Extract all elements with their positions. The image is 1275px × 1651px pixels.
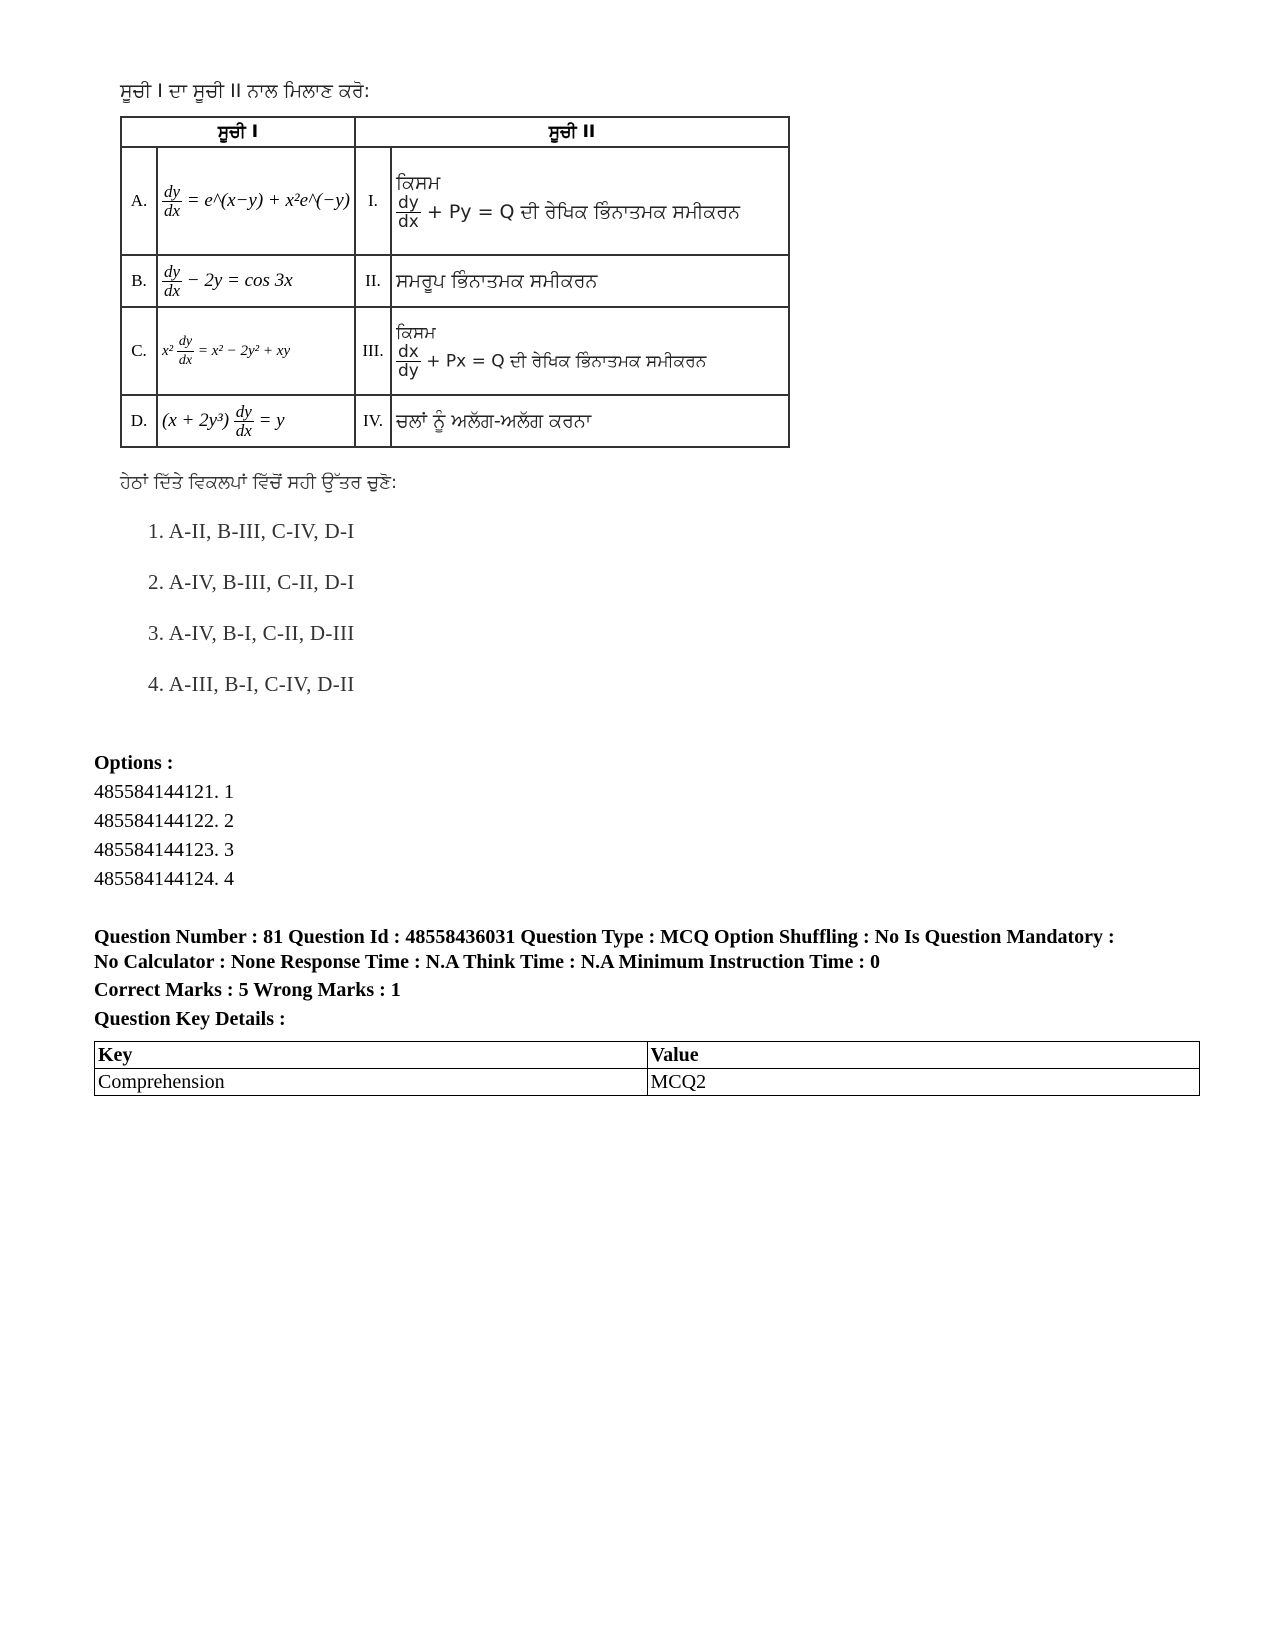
list-two-description: ਕਿਸਮ $\frac{dx}{dy}$ + Px = Q ਦੀ ਰੇਖਿਕ ਭਿੰਨਾਤਮਕ ਸਮੀਕਰਨ (391, 307, 789, 395)
list-one-header: ਸੂਚੀ I (121, 117, 355, 147)
match-row (121, 307, 789, 395)
list-one-equation: (x + 2y³) $\frac{dy}{dx}$ = y (157, 395, 355, 447)
fraction: $\frac{dy}{dx}$ (164, 261, 181, 300)
choose-instruction: ਹੇਠਾਂ ਦਿੱਤੇ ਵਿਕਲਪਾਂ ਵਿੱਚੋਂ ਸਹੀ ਉੱਤਰ ਚੁਣੋ: (120, 472, 398, 493)
question-meta (94, 925, 1204, 975)
answer-choice: 3. A-IV, B-I, C-II, D-III (148, 621, 355, 645)
answer-choice: 1. A-II, B-III, C-IV, D-I (148, 519, 355, 543)
marks-line: Correct Marks : 5 Wrong Marks : 1 (94, 979, 401, 1001)
option-item: 485584144124. 4 (94, 868, 234, 890)
key-cell: Comprehension (95, 1069, 648, 1096)
table-row (95, 1069, 1200, 1096)
list-one-equation: $\frac{dy}{dx}$ − 2y = cos 3x (157, 255, 355, 307)
list-two-description: ਸਮਰੂਪ ਭਿੰਨਾਤਮਕ ਸਮੀਕਰਨ (391, 255, 789, 307)
list-two-header: ਸੂਚੀ II (355, 117, 789, 147)
list-two-description: ਚਲਾਂ ਨੂੰ ਅਲੱਗ-ਅਲੱਗ ਕਰਨਾ (391, 395, 789, 447)
question-details (94, 752, 1204, 1096)
fraction: $\frac{dy}{dx}$ (397, 192, 419, 232)
match-row (121, 395, 789, 447)
row-number: III. (355, 307, 391, 395)
question-meta-line: No Calculator : None Response Time : N.A Think Time : N.A Minimum Instruction Time : 0 (94, 951, 880, 973)
row-number: II. (355, 255, 391, 307)
answer-choice: 4. A-III, B-I, C-IV, D-II (148, 672, 355, 696)
match-row (121, 255, 789, 307)
answer-choice: 2. A-IV, B-III, C-II, D-I (148, 570, 355, 594)
option-item: 485584144123. 3 (94, 839, 234, 861)
key-details-table (94, 1041, 1200, 1096)
row-label: A. (121, 147, 157, 255)
column-header-value: Value (647, 1042, 1200, 1069)
match-table (120, 116, 790, 448)
value-cell: MCQ2 (647, 1069, 1200, 1096)
option-item: 485584144121. 1 (94, 781, 234, 803)
column-header-key: Key (95, 1042, 648, 1069)
match-instruction: ਸੂਚੀ I ਦਾ ਸੂਚੀ II ਨਾਲ ਮਿਲਾਣ ਕਰੋ: (120, 80, 371, 102)
fraction: $\frac{dy}{dx}$ (178, 333, 193, 368)
option-item: 485584144122. 2 (94, 810, 234, 832)
match-row (121, 147, 789, 255)
list-one-equation: x² $\frac{dy}{dx}$ = x² − 2y² + xy (157, 307, 355, 395)
fraction: $\frac{dx}{dy}$ (397, 341, 419, 381)
list-two-description: ਕਿਸਮ $\frac{dy}{dx}$ + Py = Q ਦੀ ਰੇਖਿਕ ਭਿੰਨਾਤਮਕ ਸਮੀਕਰਨ (391, 147, 789, 255)
row-label: B. (121, 255, 157, 307)
table-header-row (95, 1042, 1200, 1069)
list-one-equation: $\frac{dy}{dx}$ = e^(x−y) + x²e^(−y) (157, 147, 355, 255)
question-image (110, 80, 790, 697)
fraction: $\frac{dy}{dx}$ (235, 401, 252, 440)
row-label: D. (121, 395, 157, 447)
question-meta-line: Question Number : 81 Question Id : 48558436031 Question Type : MCQ Option Shuffling : No Is Question Mandatory : (94, 926, 1115, 948)
fraction: $\frac{dy}{dx}$ (164, 181, 181, 220)
options-title: Options : (94, 752, 174, 774)
row-number: IV. (355, 395, 391, 447)
row-label: C. (121, 307, 157, 395)
row-number: I. (355, 147, 391, 255)
key-details-title: Question Key Details : (94, 1008, 286, 1030)
